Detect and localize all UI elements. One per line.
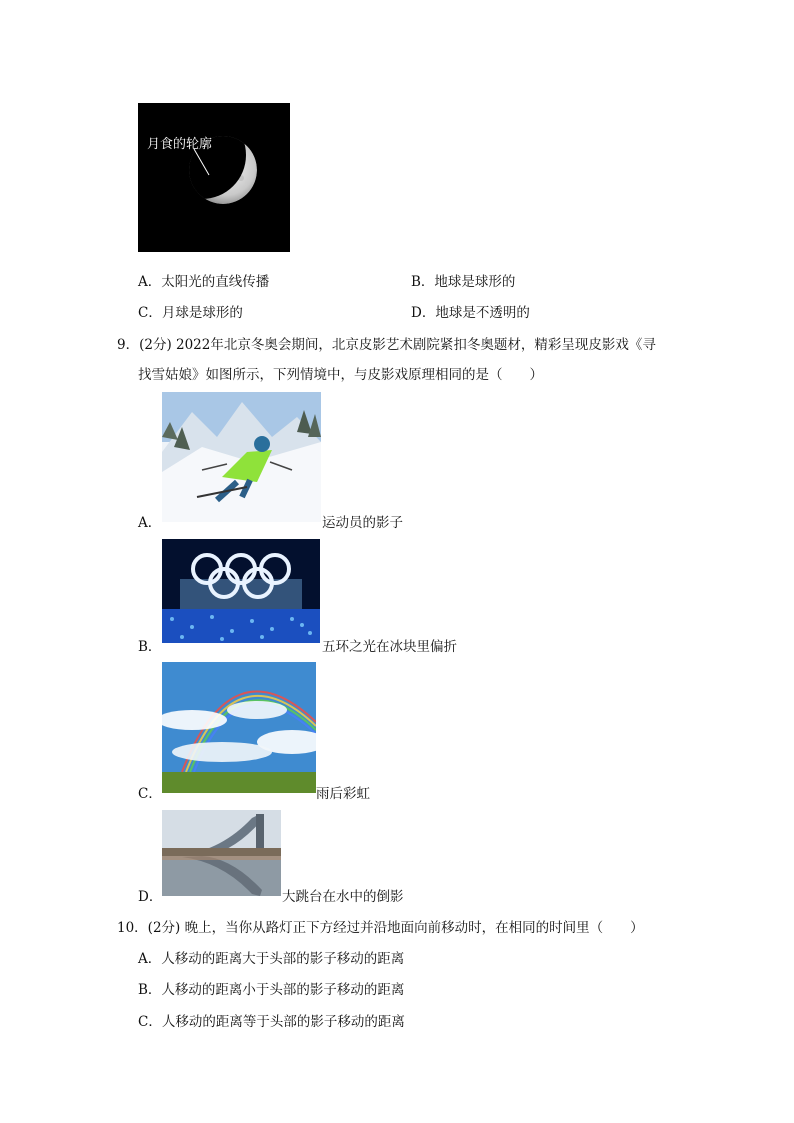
olympic-rings-photo: [162, 539, 320, 643]
question-10-stem: 10．(2分) 晚上，当你从路灯正下方经过并沿地面向前移动时，在相同的时间里（ ）: [117, 920, 644, 936]
q10-option-c: C．人移动的距离等于头部的影子移动的距离: [138, 1014, 405, 1030]
option-c-caption: 雨后彩虹: [316, 786, 370, 802]
question-9-line-1: 9．(2分) 2022年北京冬奥会期间，北京皮影艺术剧院紧扣冬奥题材，精彩呈现皮影戏《寻: [117, 337, 656, 353]
rainbow-svg: [162, 662, 316, 793]
q10-option-a: A．人移动的距离大于头部的影子移动的距离: [138, 951, 405, 967]
option-a: A．太阳光的直线传播: [138, 274, 270, 290]
option-b: B．地球是球形的: [411, 274, 516, 290]
rainbow-photo: [162, 662, 316, 793]
figure-label: 月食的轮廓: [147, 137, 213, 152]
skier-photo: [162, 392, 321, 522]
option-a-caption: 运动员的影子: [322, 515, 403, 531]
ski-jump-svg: [162, 810, 281, 896]
option-d: D．地球是不透明的: [411, 305, 530, 321]
option-b-caption: 五环之光在冰块里偏折: [322, 639, 457, 655]
option-a-letter: A．: [138, 515, 162, 531]
option-b-letter: B．: [138, 639, 162, 655]
q10-option-b: B．人移动的距离小于头部的影子移动的距离: [138, 982, 405, 998]
question-9-line-2: 找雪姑娘》如图所示，下列情境中，与皮影戏原理相同的是（ ）: [138, 367, 543, 383]
lunar-eclipse-photo: [138, 103, 290, 252]
option-c: C．月球是球形的: [138, 305, 243, 321]
option-c-letter: C．: [138, 786, 162, 802]
option-d-caption: 大跳台在水中的倒影: [282, 889, 404, 905]
rings-svg: [162, 539, 320, 643]
moon-svg: [138, 103, 290, 252]
ski-jump-photo: [162, 810, 281, 896]
skier-svg: [162, 392, 321, 522]
option-d-letter: D．: [138, 889, 163, 905]
